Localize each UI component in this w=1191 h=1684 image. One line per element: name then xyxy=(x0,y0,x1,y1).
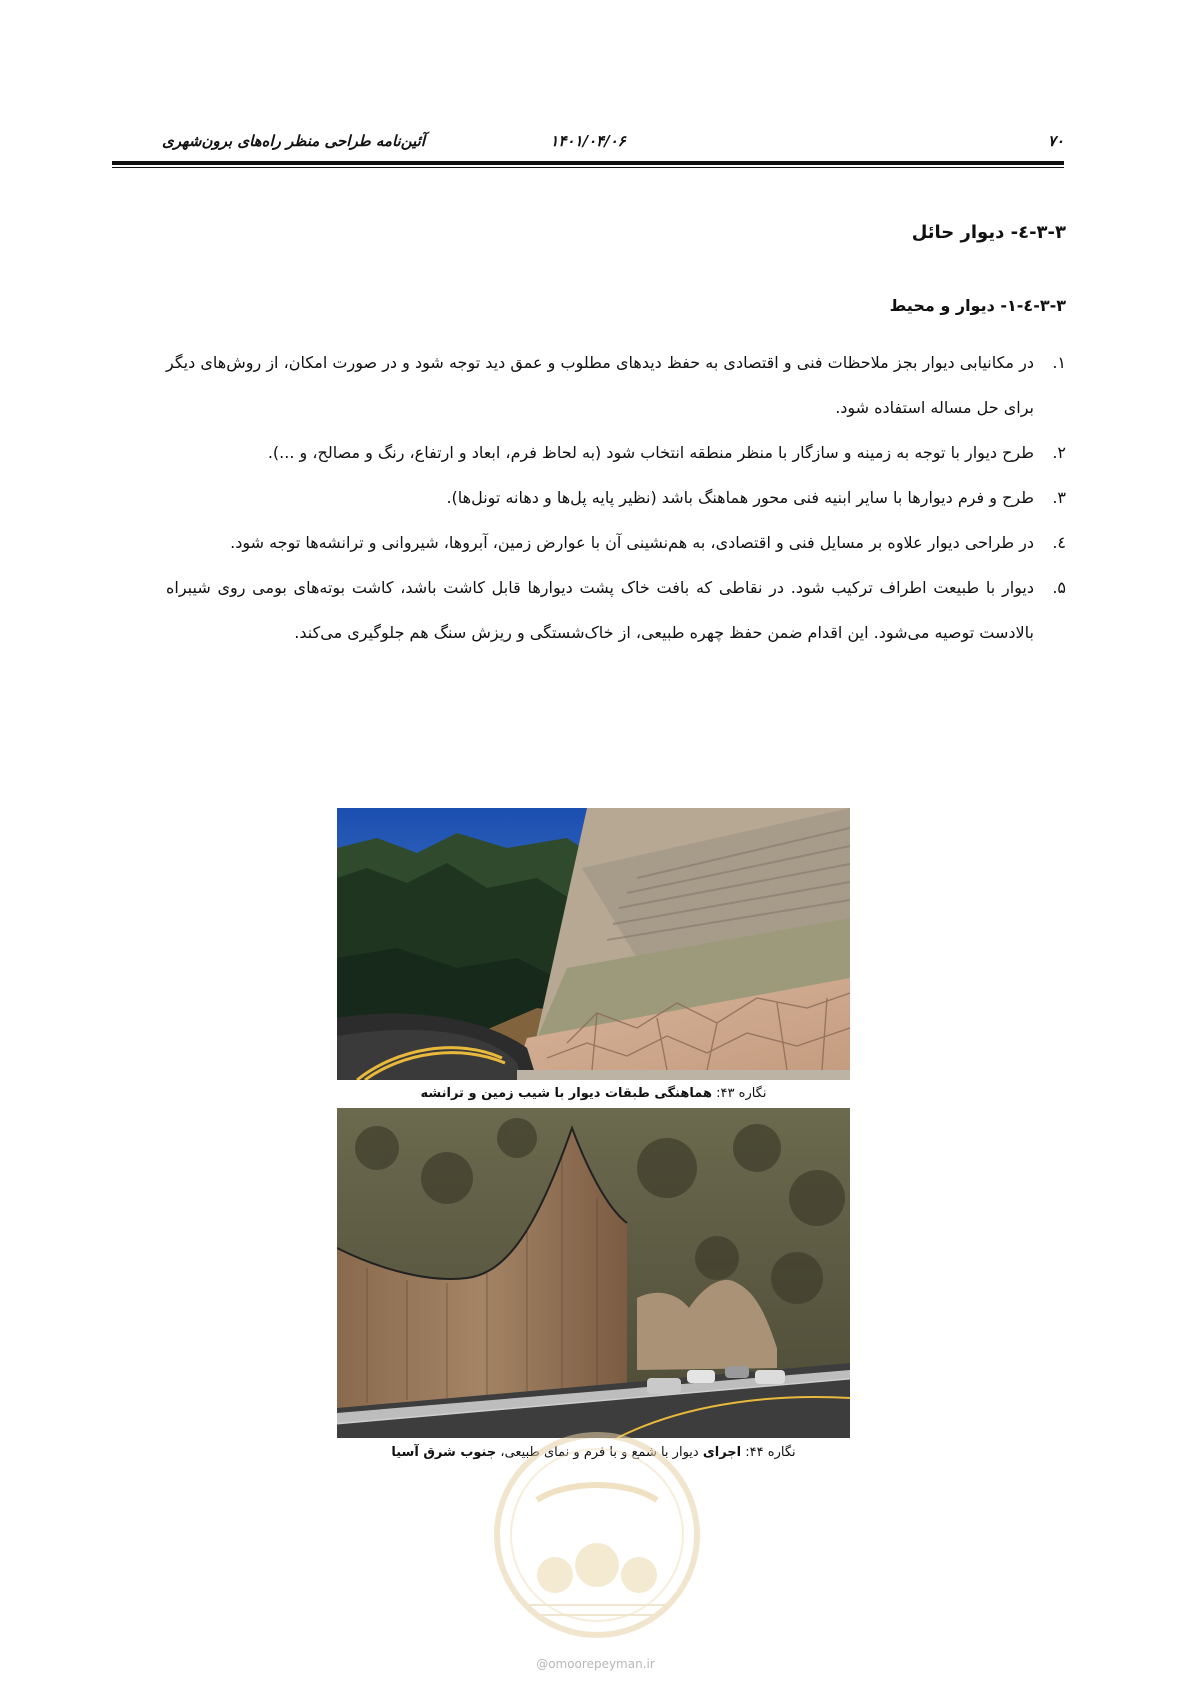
list-item-text: طرح و فرم دیوارها با سایر ابنیه فنی محور هماهنگ باشد (نظیر پایه پل‌ها و دهانه تونل‌ها). xyxy=(446,488,1034,507)
header-rule-thick xyxy=(112,161,1064,165)
list-item xyxy=(166,430,1066,475)
section-heading: ۳-۳-٤- دیوار حائل xyxy=(911,222,1066,243)
list-item xyxy=(166,340,1066,430)
figure-44-label: نگاره ۴۴: xyxy=(745,1445,796,1460)
list-item-text: در طراحی دیوار علاوه بر مسایل فنی و اقتصادی، به هم‌نشینی آن با عوارض زمین، آبروها، شیروانی و ترانشه‌ها توجه شود. xyxy=(230,533,1034,552)
page-number: ۷۰ xyxy=(1047,132,1064,150)
header-rule-thin xyxy=(112,167,1064,168)
watermark-site: @omoorepeyman.ir xyxy=(536,1657,655,1671)
figure-44-image xyxy=(337,1108,850,1438)
list-item xyxy=(166,520,1066,565)
header-date: ۱۴۰۱/۰۴/۰۶ xyxy=(550,132,626,150)
list-item-number: ۲. xyxy=(1052,443,1066,462)
document-title: آئین‌نامه طراحی منظر راه‌های برون‌شهری xyxy=(162,132,425,150)
list-item xyxy=(166,475,1066,520)
watermark-seal-icon xyxy=(487,1425,707,1645)
list-item-text: طرح دیوار با توجه به زمینه و سازگار با منظر منطقه انتخاب شود (به لحاظ فرم، ابعاد و ارتفاع، رنگ و مصالح، و ...). xyxy=(267,443,1034,462)
list-item-number: ۳. xyxy=(1052,488,1066,507)
figure-43-caption xyxy=(230,1086,957,1101)
list-item-text: در مکانیابی دیوار بجز ملاحظات فنی و اقتصادی به حفظ دیدهای مطلوب و عمق دید توجه شود و در صورت امکان، از روش‌های دیگر برای حل مساله استفاده شود. xyxy=(166,353,1034,417)
list-item xyxy=(166,565,1066,655)
figure-44-caption-bold-1: اجرای xyxy=(702,1445,742,1460)
figure-44-caption-bold-2: جنوب شرق آسیا xyxy=(391,1445,497,1460)
list-item-number: ۵. xyxy=(1052,578,1066,597)
figure-43-label: نگاره ۴۳: xyxy=(716,1086,767,1101)
figure-43-image xyxy=(337,808,850,1080)
subsection-heading: ۳-۳-٤-۱- دیوار و محیط xyxy=(889,296,1066,315)
guideline-list xyxy=(166,340,1066,655)
figure-44-caption-text: دیوار با شمع و با فرم و نمای طبیعی، xyxy=(500,1445,699,1460)
page-header xyxy=(112,128,1064,154)
figure-43-caption-text: هماهنگی طبقات دیوار با شیب زمین و ترانشه xyxy=(420,1086,712,1101)
list-item-number: ٤. xyxy=(1052,533,1066,552)
list-item-number: ۱. xyxy=(1052,353,1066,372)
list-item-text: دیوار با طبیعت اطراف ترکیب شود. در نقاطی که بافت خاک پشت دیوارها قابل کاشت باشد، کاشت بوته‌های بومی روی شیبراه بالادست توصیه می‌شود. این اقدام ضمن حفظ چهره طبیعی، از خاک‌شستگی و ریزش سنگ هم جلوگیری می‌کند. xyxy=(166,578,1034,642)
